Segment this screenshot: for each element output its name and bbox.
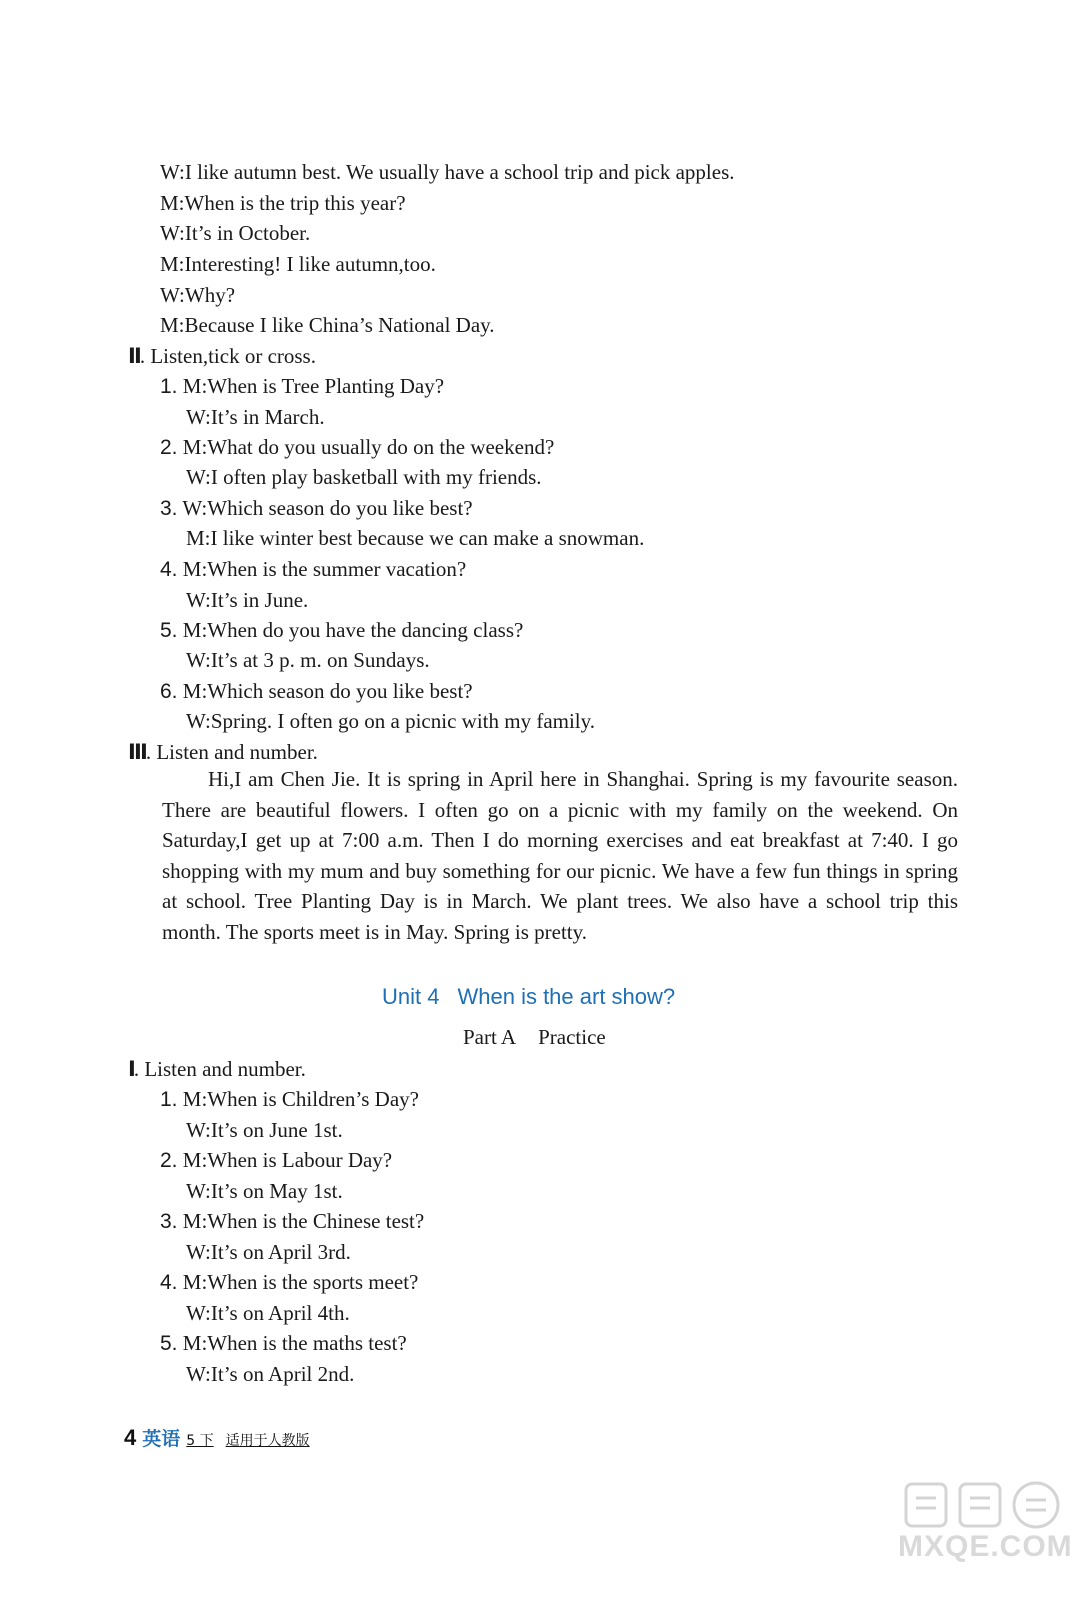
watermark-logo-icon (898, 1474, 1068, 1534)
dialogue-line: W:I like autumn best. We usually have a school trip and pick apples. (160, 160, 735, 184)
item-answer: W:It’s on April 4th. (186, 1301, 350, 1325)
subject-label: 英语 (142, 1428, 181, 1450)
item-answer: W:It’s on April 3rd. (186, 1240, 351, 1264)
dialogue-line: M:Interesting! I like autumn,too. (160, 252, 436, 276)
dialogue-line: W:It’s in October. (160, 221, 311, 245)
item-answer: W:I often play basketball with my friends. (186, 465, 542, 489)
item-question: 5. M:When is the maths test? (160, 1331, 407, 1355)
section-1-title: . Listen and number. (133, 1057, 306, 1081)
item-answer: M:I like winter best because we can make a snowman. (186, 526, 645, 550)
listening-passage: Hi,I am Chen Jie. It is spring in April here in Shanghai. Spring is my favourite season. There are beautiful flowers. I often go on a picnic with my family on the weekend. On Saturday,I get up at 7:00 a.m. Then I do morning exercises and eat breakfast at 7:40. I go shopping with my mum and buy something for our picnic. We have a few fun things in spring at school. Tree Planting Day is in March. We plant trees. We also have a school trip this month. The sports meet is in May. Spring is pretty. (162, 767, 958, 944)
item-question: 2. M:What do you usually do on the weekend? (160, 435, 555, 459)
section-3-title: . Listen and number. (145, 740, 318, 764)
dialogue-line: W:Why? (160, 283, 236, 307)
item-question: 5. M:When do you have the dancing class? (160, 618, 524, 642)
item-question: 1. M:When is Children’s Day? (160, 1087, 419, 1111)
part-title: Practice (538, 1025, 606, 1049)
item-question: 2. M:When is Labour Day? (160, 1148, 393, 1172)
item-question: 3. M:When is the Chinese test? (160, 1209, 425, 1233)
grade-label: 5 下 (186, 1433, 214, 1449)
section-1-heading (128, 1054, 306, 1085)
part-heading (463, 1022, 606, 1052)
section-2-numeral: Ⅱ (128, 345, 140, 368)
item-question: 4. M:When is the summer vacation? (160, 557, 467, 581)
item-question: 6. M:Which season do you like best? (160, 679, 473, 703)
page-number: 4 (124, 1425, 137, 1450)
item-answer: W:It’s in March. (186, 405, 325, 429)
item-question: 4. M:When is the sports meet? (160, 1270, 419, 1294)
part-label: Part A (463, 1025, 517, 1049)
unit-title: When is the art show? (457, 984, 676, 1009)
item-answer: W:It’s on April 2nd. (186, 1362, 355, 1386)
item-answer: W:Spring. I often go on a picnic with my family. (186, 709, 596, 733)
item-question: 3. W:Which season do you like best? (160, 496, 473, 520)
section-2-heading (128, 341, 316, 372)
unit-label: Unit 4 (382, 984, 440, 1009)
edition-label: 适用于人教版 (225, 1433, 310, 1449)
item-question: 1. M:When is Tree Planting Day? (160, 374, 445, 398)
section-1-numeral: Ⅰ (128, 1058, 134, 1081)
unit-heading (382, 982, 675, 1012)
section-2-title: . Listen,tick or cross. (139, 344, 316, 368)
item-answer: W:It’s on June 1st. (186, 1118, 343, 1142)
watermark (898, 1474, 1073, 1590)
item-answer: W:It’s at 3 p. m. on Sundays. (186, 648, 430, 672)
item-answer: W:It’s in June. (186, 588, 309, 612)
section-3-numeral: Ⅲ (128, 741, 146, 764)
dialogue-line: M:Because I like China’s National Day. (160, 313, 495, 337)
watermark-text: MXQE.COM (898, 1530, 1073, 1563)
dialogue-line: M:When is the trip this year? (160, 191, 406, 215)
item-answer: W:It’s on May 1st. (186, 1179, 343, 1203)
page-footer (124, 1424, 310, 1451)
